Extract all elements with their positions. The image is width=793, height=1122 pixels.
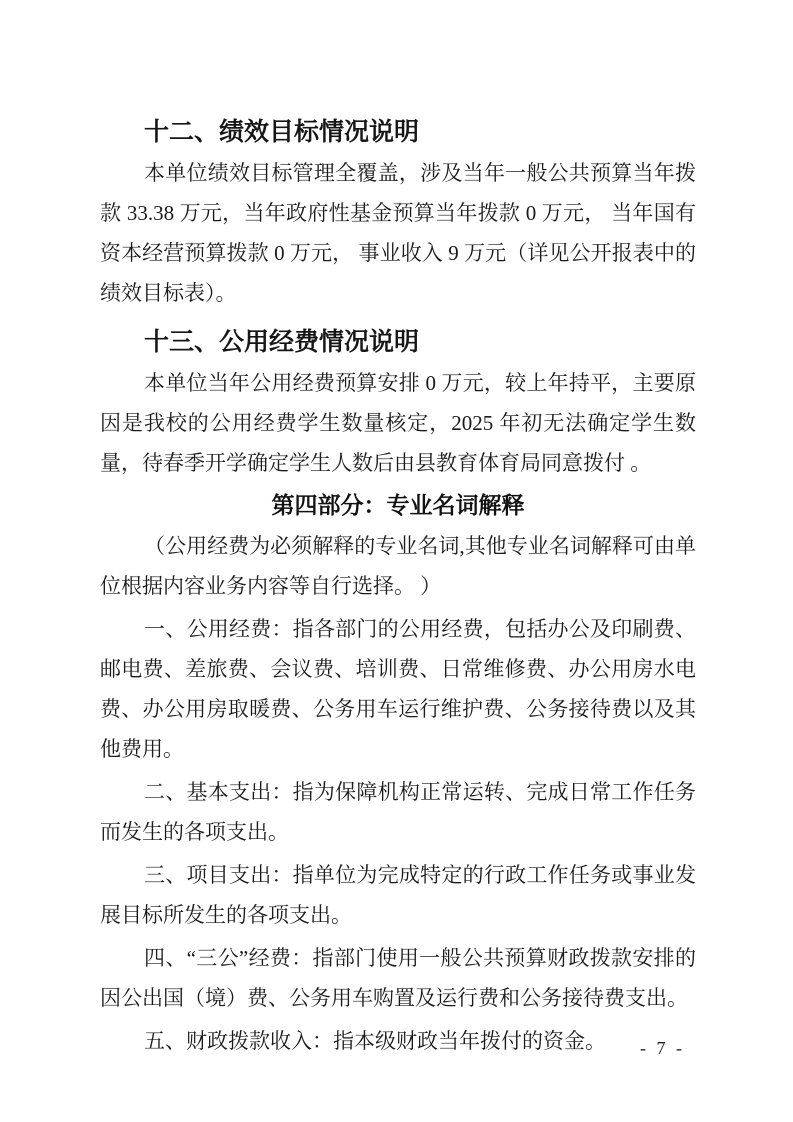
part4-note: （公用经费为必须解释的专业名词,其他专业名词解释可由单位根据内容业务内容等自行选择。 ） — [100, 534, 696, 598]
term-item-1: 一、公用经费：指各部门的公用经费，包括办公及印刷费、邮电费、差旅费、会议费、培训费、日常维修费、办公用房水电费、办公用房取暖费、公务用车运行维护费、公务接待费以及其他费用。 — [100, 617, 696, 761]
term-item-5: 五、财政拨款收入：指本级财政当年拨付的资金。 — [144, 1029, 606, 1053]
term-item-4: 四、“三公”经费：指部门使用一般公共预算财政拨款安排的因公出国（境）费、公务用车购置及运行费和公务接待费支出。 — [100, 946, 696, 1010]
section-13-paragraph: 本单位当年公用经费预算安排 0 万元，较上年持平，主要原因是我校的公用经费学生数量核定，2025 年初无法确定学生数量，待春季开学确定学生人数后由县教育体育局同意拨付 。 — [100, 371, 696, 475]
section-13-heading: 十三、公用经费情况说明 — [144, 328, 420, 356]
document-content — [100, 112, 696, 1061]
section-12-heading: 十二、绩效目标情况说明 — [144, 118, 420, 146]
term-item-2: 二、基本支出：指为保障机构正常运转、完成日常工作任务而发生的各项支出。 — [100, 780, 696, 844]
page-number: - 7 - — [640, 1038, 685, 1058]
part4-title: 第四部分：专业名词解释 — [271, 493, 525, 518]
section-12-paragraph: 本单位绩效目标管理全覆盖，涉及当年一般公共预算当年拨款 33.38 万元，当年政府性基金预算当年拨款 0 万元， 当年国有资本经营预算拨款 0 万元， 事业收入 9 万元（详见公开报表中的绩效目标表）。 — [100, 161, 696, 305]
term-item-3: 三、项目支出：指单位为完成特定的行政工作任务或事业发展目标所发生的各项支出。 — [100, 863, 696, 927]
